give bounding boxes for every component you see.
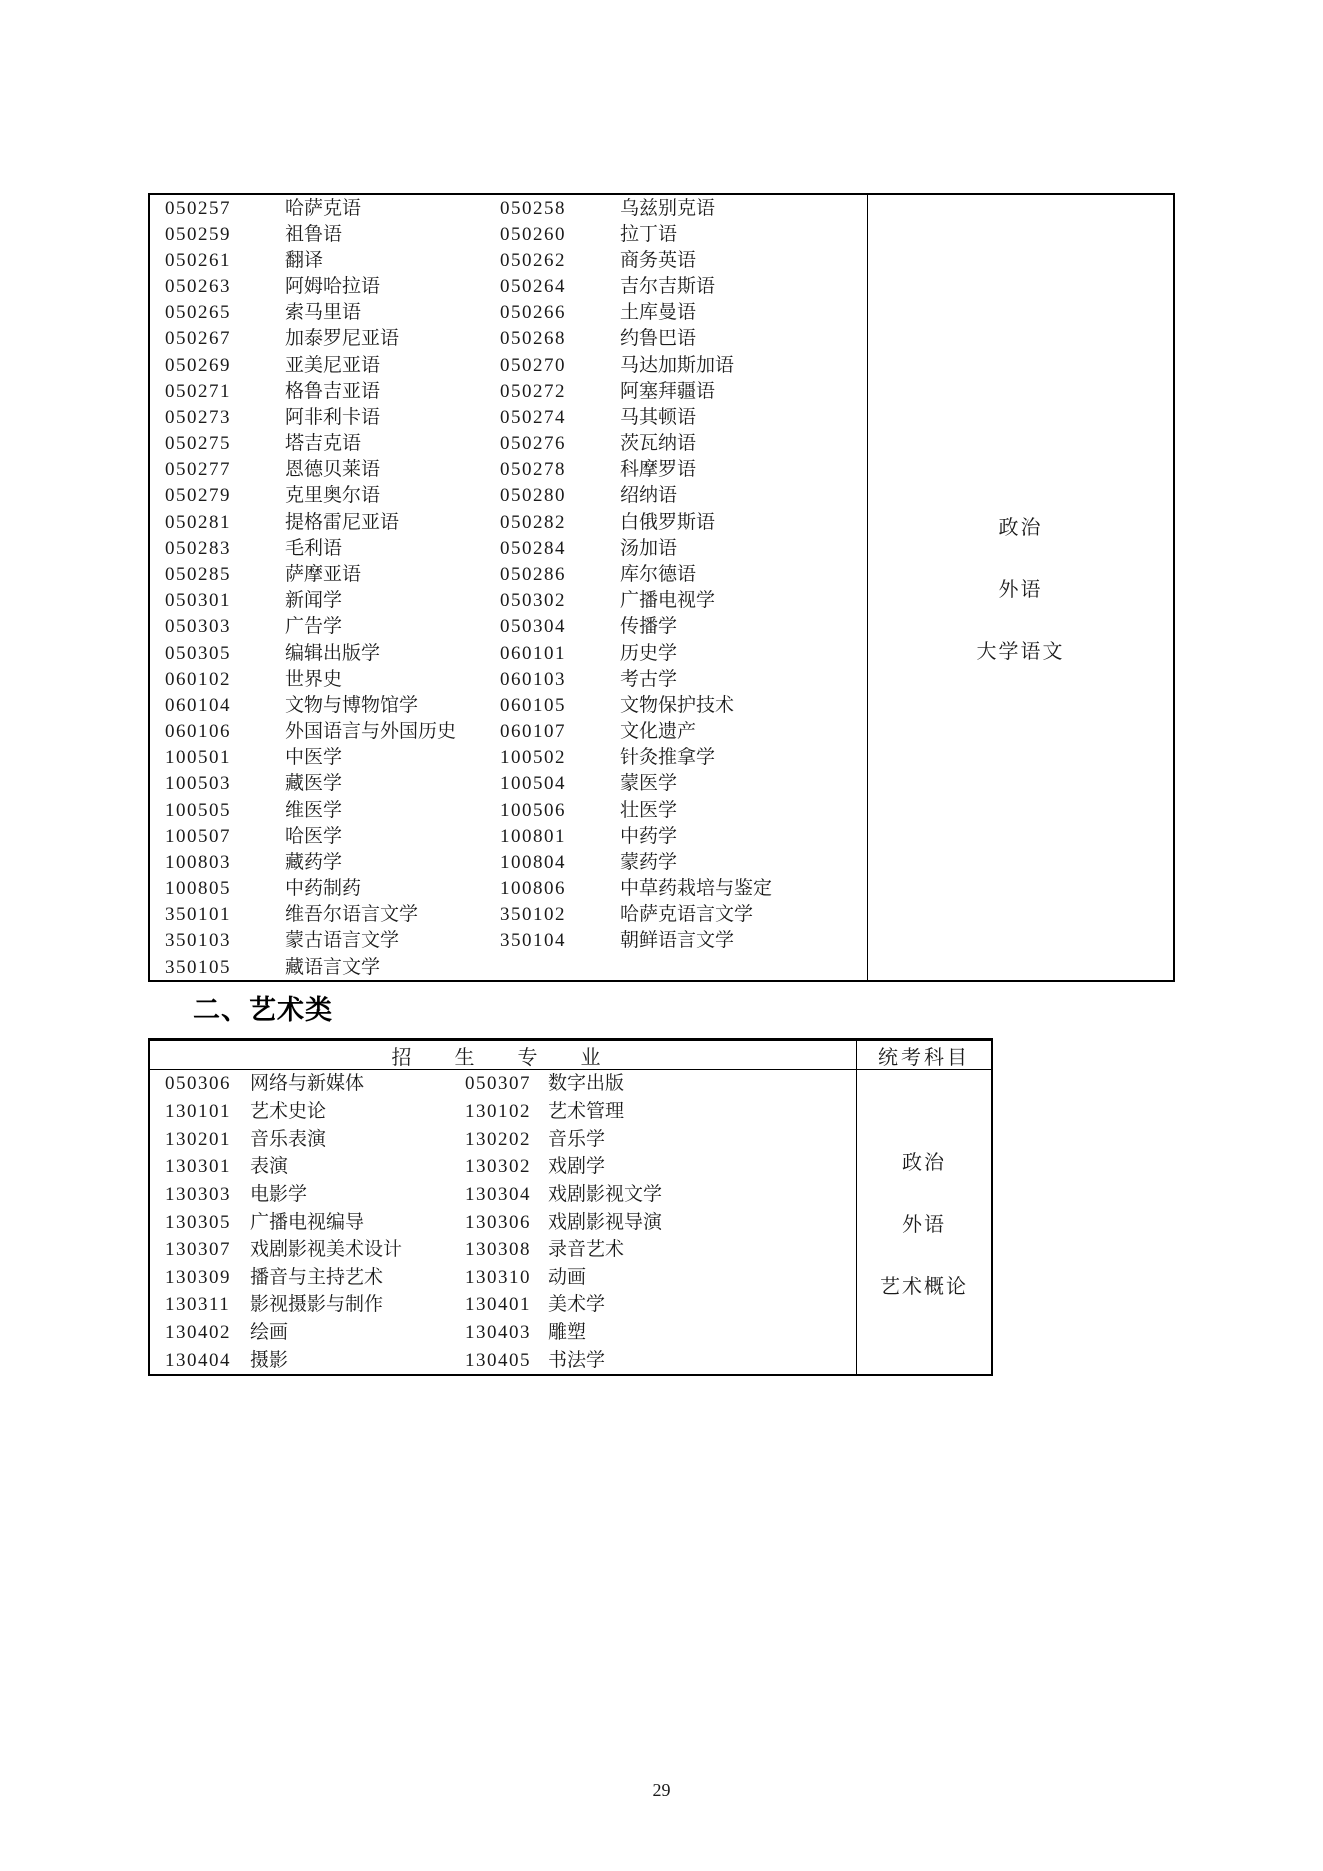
major-name: 提格雷尼亚语	[285, 511, 400, 533]
exam-subject: 艺术概论	[880, 1275, 968, 1298]
major-code: 050270	[500, 354, 566, 376]
major-code: 050286	[500, 563, 566, 585]
majors-list	[150, 1070, 856, 1374]
major-name: 美术学	[548, 1294, 606, 1316]
major-code: 050307	[465, 1073, 531, 1095]
major-code: 100503	[165, 773, 231, 795]
major-name: 蒙古语言文学	[285, 930, 400, 952]
major-row	[150, 928, 867, 954]
major-row	[150, 849, 867, 875]
major-name: 加泰罗尼亚语	[285, 328, 400, 350]
major-name: 蒙医学	[620, 773, 678, 795]
header-enrollment-majors: 招 生 专 业	[391, 1046, 615, 1069]
major-name: 亚美尼亚语	[285, 354, 381, 376]
major-name: 中药制药	[285, 878, 362, 900]
major-name: 维吾尔语言文学	[285, 904, 419, 926]
exam-subject: 外语	[902, 1213, 946, 1236]
major-code: 130402	[165, 1322, 231, 1344]
major-name: 阿非利卡语	[285, 406, 381, 428]
major-code: 050284	[500, 537, 566, 559]
major-row	[150, 1070, 856, 1098]
exam-subject: 大学语文	[976, 641, 1065, 663]
major-name: 汤加语	[620, 537, 678, 559]
major-name: 传播学	[620, 616, 678, 638]
major-name: 文物保护技术	[620, 694, 735, 716]
major-name: 戏剧学	[548, 1156, 606, 1178]
major-code: 050283	[165, 537, 231, 559]
major-code: 050262	[500, 249, 566, 271]
major-name: 阿姆哈拉语	[285, 276, 381, 298]
major-row	[150, 1208, 856, 1236]
major-name: 世界史	[285, 668, 343, 690]
major-name: 藏药学	[285, 851, 343, 873]
major-name: 戏剧影视文学	[548, 1183, 663, 1205]
major-name: 壮医学	[620, 799, 678, 821]
major-name: 戏剧影视美术设计	[250, 1239, 403, 1261]
major-row	[150, 431, 867, 457]
major-code: 050260	[500, 223, 566, 245]
major-code: 050282	[500, 511, 566, 533]
major-code: 050265	[165, 302, 231, 324]
major-name: 考古学	[620, 668, 678, 690]
major-code: 130202	[465, 1128, 531, 1150]
major-name: 藏医学	[285, 773, 343, 795]
major-code: 130101	[165, 1100, 231, 1122]
major-row	[150, 1236, 856, 1264]
exam-subject: 外语	[998, 579, 1043, 601]
major-code: 100501	[165, 747, 231, 769]
major-code: 100806	[500, 878, 566, 900]
major-code: 130304	[465, 1183, 531, 1205]
exam-subject: 政治	[902, 1151, 946, 1174]
major-name: 吉尔吉斯语	[620, 276, 716, 298]
major-code: 050277	[165, 459, 231, 481]
major-name: 中药学	[620, 825, 678, 847]
major-code: 050281	[165, 511, 231, 533]
major-code: 060104	[165, 694, 231, 716]
exam-subject: 政治	[998, 517, 1043, 539]
major-code: 060102	[165, 668, 231, 690]
major-row	[150, 1319, 856, 1347]
major-row	[150, 771, 867, 797]
major-name: 约鲁巴语	[620, 328, 697, 350]
major-name: 播音与主持艺术	[250, 1266, 384, 1288]
major-code: 060107	[500, 721, 566, 743]
major-name: 绘画	[250, 1322, 289, 1344]
major-name: 书法学	[548, 1349, 606, 1371]
major-row	[150, 1181, 856, 1209]
major-name: 历史学	[620, 642, 678, 664]
major-name: 白俄罗斯语	[620, 511, 716, 533]
major-row	[150, 247, 867, 273]
major-name: 商务英语	[620, 249, 697, 271]
table-body	[150, 1070, 991, 1374]
exam-subjects-column	[867, 195, 1173, 980]
major-row	[150, 561, 867, 587]
major-row	[150, 1098, 856, 1126]
major-row	[150, 1263, 856, 1291]
major-code: 130403	[465, 1322, 531, 1344]
major-name: 蒙药学	[620, 851, 678, 873]
major-name: 新闻学	[285, 590, 343, 612]
major-code: 050263	[165, 276, 231, 298]
major-code: 050303	[165, 616, 231, 638]
major-name: 戏剧影视导演	[548, 1211, 663, 1233]
major-row	[150, 718, 867, 744]
major-name: 哈医学	[285, 825, 343, 847]
major-code: 050273	[165, 406, 231, 428]
major-code: 060105	[500, 694, 566, 716]
major-code: 350102	[500, 904, 566, 926]
major-name: 藏语言文学	[285, 956, 381, 978]
major-code: 050301	[165, 590, 231, 612]
major-code: 350104	[500, 930, 566, 952]
major-code: 050275	[165, 433, 231, 455]
exam-subjects-column	[856, 1070, 991, 1374]
major-row	[150, 1153, 856, 1181]
major-row	[150, 823, 867, 849]
major-code: 050257	[165, 197, 231, 219]
major-code: 130301	[165, 1156, 231, 1178]
major-name: 外国语言与外国历史	[285, 721, 457, 743]
major-row	[150, 745, 867, 771]
major-code: 130303	[165, 1183, 231, 1205]
major-name: 文物与博物馆学	[285, 694, 419, 716]
major-row	[150, 1346, 856, 1374]
major-name: 格鲁吉亚语	[285, 380, 381, 402]
major-row	[150, 535, 867, 561]
major-code: 060103	[500, 668, 566, 690]
major-row	[150, 902, 867, 928]
header-unified-exam-subjects: 统考科目	[856, 1041, 991, 1069]
major-name: 广播电视学	[620, 590, 716, 612]
major-code: 130307	[165, 1239, 231, 1261]
major-row	[150, 404, 867, 430]
major-code: 100803	[165, 851, 231, 873]
major-row	[150, 614, 867, 640]
major-name: 录音艺术	[548, 1239, 625, 1261]
major-code: 130404	[165, 1349, 231, 1371]
major-code: 050259	[165, 223, 231, 245]
major-name: 库尔德语	[620, 563, 697, 585]
major-row	[150, 300, 867, 326]
major-code: 100505	[165, 799, 231, 821]
major-name: 数字出版	[548, 1073, 625, 1095]
major-code: 050279	[165, 485, 231, 507]
section-heading-arts: 二、艺术类	[193, 995, 333, 1025]
major-row	[150, 509, 867, 535]
major-name: 文化遗产	[620, 721, 697, 743]
major-code: 050258	[500, 197, 566, 219]
major-name: 绍纳语	[620, 485, 678, 507]
major-name: 广播电视编导	[250, 1211, 365, 1233]
major-code: 130102	[465, 1100, 531, 1122]
major-code: 050271	[165, 380, 231, 402]
major-name: 土库曼语	[620, 302, 697, 324]
major-row	[150, 274, 867, 300]
major-name: 马其顿语	[620, 406, 697, 428]
major-code: 100805	[165, 878, 231, 900]
major-name: 摄影	[250, 1349, 289, 1371]
major-code: 050305	[165, 642, 231, 664]
major-name: 哈萨克语	[285, 197, 362, 219]
major-code: 130201	[165, 1128, 231, 1150]
major-row	[150, 378, 867, 404]
major-name: 恩德贝莱语	[285, 459, 381, 481]
major-name: 中草药栽培与鉴定	[620, 878, 773, 900]
major-row	[150, 797, 867, 823]
major-name: 毛利语	[285, 537, 343, 559]
major-name: 动画	[548, 1266, 587, 1288]
major-code: 060106	[165, 721, 231, 743]
major-name: 针灸推拿学	[620, 747, 716, 769]
major-name: 克里奥尔语	[285, 485, 381, 507]
major-code: 100506	[500, 799, 566, 821]
major-code: 050306	[165, 1073, 231, 1095]
major-row	[150, 666, 867, 692]
table-general-majors	[148, 193, 1175, 982]
major-name: 广告学	[285, 616, 343, 638]
major-code: 130306	[465, 1211, 531, 1233]
major-code: 130401	[465, 1294, 531, 1316]
major-name: 萨摩亚语	[285, 563, 362, 585]
major-code: 050267	[165, 328, 231, 350]
major-code: 100504	[500, 773, 566, 795]
major-code: 350103	[165, 930, 231, 952]
major-name: 艺术管理	[548, 1100, 625, 1122]
major-code: 130305	[165, 1211, 231, 1233]
major-name: 乌兹别克语	[620, 197, 716, 219]
major-row	[150, 352, 867, 378]
major-name: 翻译	[285, 249, 324, 271]
major-row	[150, 1125, 856, 1153]
major-name: 表演	[250, 1156, 289, 1178]
major-name: 祖鲁语	[285, 223, 343, 245]
major-code: 050285	[165, 563, 231, 585]
major-name: 拉丁语	[620, 223, 678, 245]
major-code: 130309	[165, 1266, 231, 1288]
major-code: 050264	[500, 276, 566, 298]
major-name: 编辑出版学	[285, 642, 381, 664]
major-row	[150, 195, 867, 221]
major-code: 050276	[500, 433, 566, 455]
major-code: 100804	[500, 851, 566, 873]
major-code: 050269	[165, 354, 231, 376]
major-code: 050280	[500, 485, 566, 507]
table-arts-majors	[148, 1038, 993, 1376]
major-name: 艺术史论	[250, 1100, 327, 1122]
major-row	[150, 954, 867, 980]
major-name: 网络与新媒体	[250, 1073, 365, 1095]
page-number: 29	[652, 1780, 671, 1800]
major-code: 050268	[500, 328, 566, 350]
major-name: 科摩罗语	[620, 459, 697, 481]
major-name: 雕塑	[548, 1322, 587, 1344]
major-code: 350101	[165, 904, 231, 926]
major-code: 130302	[465, 1156, 531, 1178]
major-code: 050272	[500, 380, 566, 402]
major-name: 音乐学	[548, 1128, 606, 1150]
majors-list	[150, 195, 867, 980]
major-code: 100801	[500, 825, 566, 847]
major-name: 音乐表演	[250, 1128, 327, 1150]
major-row	[150, 692, 867, 718]
major-code: 050261	[165, 249, 231, 271]
major-name: 马达加斯加语	[620, 354, 735, 376]
major-code: 050274	[500, 406, 566, 428]
major-code: 060101	[500, 642, 566, 664]
major-row	[150, 875, 867, 901]
major-name: 茨瓦纳语	[620, 433, 697, 455]
major-row	[150, 483, 867, 509]
major-name: 哈萨克语言文学	[620, 904, 754, 926]
major-code: 050304	[500, 616, 566, 638]
major-code: 100502	[500, 747, 566, 769]
major-row	[150, 457, 867, 483]
major-code: 130308	[465, 1239, 531, 1261]
major-code: 130405	[465, 1349, 531, 1371]
table-header-row	[150, 1041, 991, 1070]
major-name: 维医学	[285, 799, 343, 821]
major-name: 塔吉克语	[285, 433, 362, 455]
major-row	[150, 1291, 856, 1319]
major-name: 影视摄影与制作	[250, 1294, 384, 1316]
major-code: 350105	[165, 956, 231, 978]
major-row	[150, 326, 867, 352]
major-row	[150, 640, 867, 666]
major-row	[150, 588, 867, 614]
major-name: 阿塞拜疆语	[620, 380, 716, 402]
major-row	[150, 221, 867, 247]
major-code: 050278	[500, 459, 566, 481]
major-code: 130311	[165, 1294, 231, 1316]
major-code: 050266	[500, 302, 566, 324]
major-code: 050302	[500, 590, 566, 612]
major-name: 朝鲜语言文学	[620, 930, 735, 952]
major-code: 100507	[165, 825, 231, 847]
major-code: 130310	[465, 1266, 531, 1288]
major-name: 中医学	[285, 747, 343, 769]
major-name: 索马里语	[285, 302, 362, 324]
major-name: 电影学	[250, 1183, 308, 1205]
